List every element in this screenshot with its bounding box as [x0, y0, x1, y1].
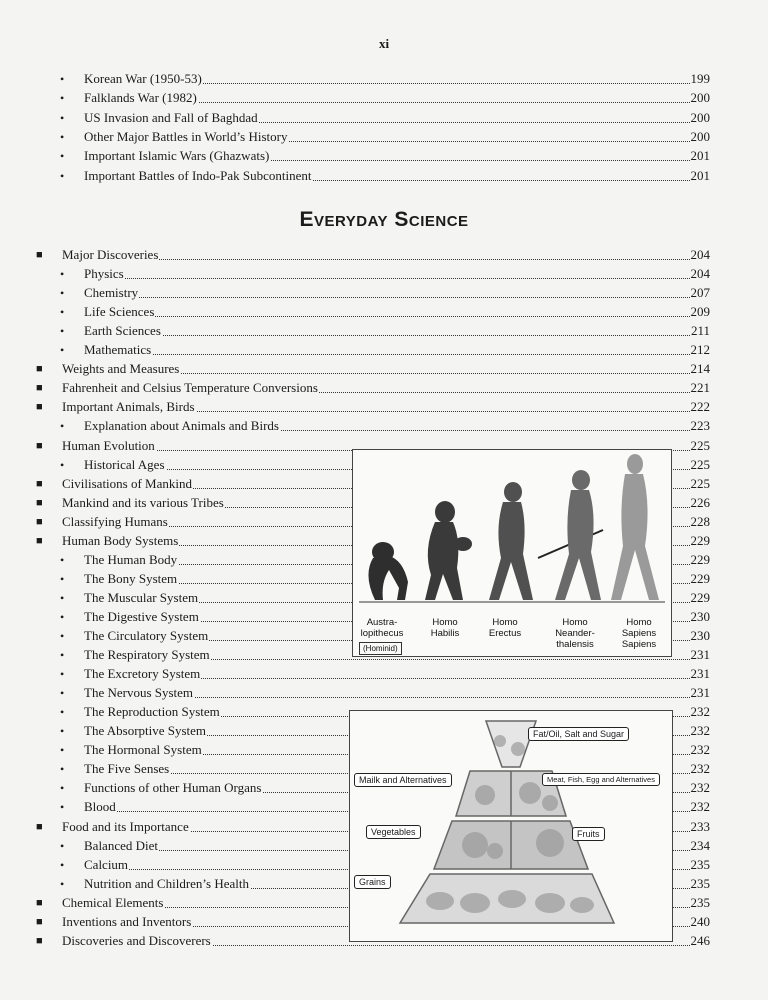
toc-entry-title: Weights and Measures — [62, 361, 180, 377]
toc-entry-title: Civilisations of Mankind — [62, 475, 192, 491]
round-bullet-icon: • — [60, 149, 65, 164]
toc-entry-page: 233 — [690, 818, 710, 834]
toc-entry-page: 204 — [690, 247, 710, 262]
toc-entry-title: Discoveries and Discoverers — [62, 932, 211, 948]
toc-entry-page: 229 — [690, 570, 710, 586]
toc-entry — [60, 284, 710, 302]
toc-entry — [60, 109, 710, 127]
toc-entry-page: 204 — [690, 266, 710, 282]
square-bullet-icon: ■ — [36, 934, 43, 947]
dot-leader — [84, 316, 710, 317]
round-bullet-icon: • — [60, 571, 65, 586]
toc-entry — [36, 360, 710, 378]
round-bullet-icon: • — [60, 609, 65, 624]
toc-entry-title: Major Discoveries — [62, 247, 159, 262]
toc-entry-title: The Human Body — [84, 551, 178, 567]
round-bullet-icon: • — [60, 267, 65, 282]
toc-entry-title: The Circulatory System — [84, 628, 209, 643]
square-bullet-icon: ■ — [36, 820, 43, 833]
toc-entry-title: Earth Sciences — [84, 323, 161, 339]
dot-leader — [84, 354, 710, 355]
round-bullet-icon: • — [60, 168, 65, 183]
toc-entry-page: 235 — [690, 894, 710, 910]
toc-entry-page: 230 — [690, 628, 710, 643]
toc-entry-title: The Five Senses — [84, 761, 170, 777]
toc-entry-title: Nutrition and Children’s Health — [84, 875, 250, 891]
toc-entry — [60, 684, 710, 702]
dot-leader — [84, 297, 710, 298]
square-bullet-icon: ■ — [36, 515, 43, 528]
toc-entry-title: Human Body Systems — [62, 532, 179, 548]
toc-entry-page: 228 — [690, 513, 710, 529]
toc-entry-title: US Invasion and Fall of Baghdad — [84, 109, 258, 125]
dot-leader — [62, 259, 710, 260]
toc-entry-title: Fahrenheit and Celsius Temperature Conversions — [62, 380, 318, 396]
toc-entry-title: Important Animals, Birds — [62, 399, 195, 415]
toc-entry — [60, 303, 710, 321]
toc-entry-page: 232 — [690, 761, 710, 777]
round-bullet-icon: • — [60, 800, 65, 815]
toc-entry-title: Balanced Diet — [84, 837, 158, 853]
square-bullet-icon: ■ — [36, 896, 43, 909]
toc-entry-page: 234 — [690, 837, 710, 853]
toc-entry-page: 229 — [690, 589, 710, 605]
dot-leader — [84, 335, 710, 336]
toc-entry-page: 246 — [690, 932, 710, 948]
toc-entry-page: 231 — [690, 647, 710, 663]
round-bullet-icon: • — [60, 762, 65, 777]
square-bullet-icon: ■ — [36, 534, 43, 547]
round-bullet-icon: • — [60, 724, 65, 739]
toc-entry-page: 229 — [690, 551, 710, 567]
section-title: Everyday Science — [299, 208, 469, 231]
toc-entry-page: 200 — [690, 90, 710, 106]
square-bullet-icon: ■ — [36, 439, 43, 452]
toc-entry-title: The Hormonal System — [84, 742, 202, 758]
square-bullet-icon: ■ — [36, 477, 43, 490]
toc-entry-title: Food and its Importance — [62, 818, 189, 834]
toc-entry-title: Explanation about Animals and Birds — [84, 418, 279, 434]
toc-entry-title: Falklands War (1982) — [84, 90, 197, 106]
evolution-label-1: Austra- lopithecus — [360, 617, 404, 639]
toc-entry — [60, 265, 710, 283]
round-bullet-icon: • — [60, 419, 65, 434]
square-bullet-icon: ■ — [36, 496, 43, 509]
toc-entry-title: Historical Ages — [84, 456, 165, 472]
square-bullet-icon: ■ — [36, 249, 43, 261]
round-bullet-icon: • — [60, 743, 65, 758]
toc-entry-page: 223 — [690, 418, 710, 434]
toc-entry-title: Important Islamic Wars (Ghazwats) — [84, 148, 270, 164]
toc-entry-page: 232 — [690, 799, 710, 815]
vegetables-label: Vegetables — [366, 825, 421, 839]
toc-entry-title: Physics — [84, 266, 124, 282]
round-bullet-icon: • — [60, 324, 65, 339]
toc-entry — [60, 89, 710, 107]
meat-label: Meat, Fish, Egg and Alternatives — [542, 773, 660, 786]
neanderthal-figure — [555, 470, 601, 600]
toc-entry-title: The Bony System — [84, 570, 178, 586]
toc-entry-page: 225 — [690, 456, 710, 472]
toc-entry-title: Human Evolution — [62, 437, 155, 453]
toc-entry — [60, 128, 710, 146]
toc-entry-title: Mankind and its various Tribes — [62, 494, 224, 510]
toc-entry — [60, 167, 710, 185]
toc-entry-page: 229 — [690, 532, 710, 548]
round-bullet-icon: • — [60, 552, 65, 567]
toc-entry-page: 231 — [690, 685, 710, 701]
toc-entry-title: The Absorptive System — [84, 723, 207, 739]
toc-entry-page: 226 — [690, 494, 710, 510]
square-bullet-icon: ■ — [36, 382, 43, 395]
toc-entry-page: 232 — [690, 704, 710, 720]
fruits-label: Fruits — [572, 827, 605, 841]
round-bullet-icon: • — [60, 705, 65, 720]
toc-entry-page: 225 — [690, 475, 710, 491]
square-bullet-icon: ■ — [36, 363, 43, 376]
human-evolution-figure — [352, 449, 672, 657]
round-bullet-icon: • — [60, 686, 65, 701]
round-bullet-icon: • — [60, 305, 65, 320]
round-bullet-icon: • — [60, 343, 65, 358]
toc-entry — [60, 322, 710, 340]
toc-entry-page: 232 — [690, 723, 710, 739]
toc-entry-title: The Respiratory System — [84, 647, 210, 663]
toc-entry-title: Blood — [84, 799, 116, 815]
toc-entry-page: 235 — [690, 856, 710, 872]
toc-entry-page: 212 — [690, 342, 710, 358]
toc-entry-page: 209 — [690, 304, 710, 320]
round-bullet-icon: • — [60, 457, 65, 472]
round-bullet-icon: • — [60, 91, 65, 106]
round-bullet-icon: • — [60, 286, 65, 301]
round-bullet-icon: • — [60, 110, 65, 125]
toc-entry-page: 235 — [690, 875, 710, 891]
toc-entry-title: Life Sciences — [84, 304, 155, 320]
toc-entry — [60, 341, 710, 359]
toc-entry-title: The Excretory System — [84, 666, 201, 682]
toc-entry-page: 222 — [690, 399, 710, 415]
toc-entry-title: Classifying Humans — [62, 513, 168, 529]
toc-entry-title: The Digestive System — [84, 608, 199, 624]
round-bullet-icon: • — [60, 590, 65, 605]
homo-habilis-figure — [425, 501, 472, 600]
toc-entry-title: Other Major Battles in World’s History — [84, 128, 288, 144]
toc-entry-page: 201 — [690, 167, 710, 183]
fats-label: Fat/Oil, Salt and Sugar — [528, 727, 629, 741]
toc-entry-title: Mathematics — [84, 342, 152, 358]
toc-entry-page: 211 — [690, 323, 710, 339]
homo-sapiens-figure — [611, 454, 659, 600]
evolution-label-5: Homo Sapiens Sapiens — [621, 617, 657, 650]
round-bullet-icon: • — [60, 876, 65, 891]
toc-entry-page: 199 — [690, 71, 710, 86]
toc-entry-title: Chemical Elements — [62, 894, 164, 910]
australopithecus-figure — [368, 542, 408, 600]
toc-entry-title: Functions of other Human Organs — [84, 780, 262, 796]
toc-entry-page: 232 — [690, 780, 710, 796]
toc-entry-title: Korean War (1950-53) — [84, 71, 202, 86]
toc-entry-title: Important Battles of Indo-Pak Subcontinent — [84, 167, 312, 183]
milk-label: Mailk and Alternatives — [354, 773, 452, 787]
toc-entry — [36, 398, 710, 416]
toc-entry — [36, 379, 710, 397]
toc-entry-page: 200 — [690, 109, 710, 125]
toc-entry-page: 221 — [690, 380, 710, 396]
round-bullet-icon: • — [60, 781, 65, 796]
round-bullet-icon: • — [60, 648, 65, 663]
toc-entry-page: 225 — [690, 437, 710, 453]
round-bullet-icon: • — [60, 857, 65, 872]
toc-entry-title: The Reproduction System — [84, 704, 220, 720]
page-number: xi — [378, 36, 390, 51]
toc-entry — [60, 147, 710, 165]
toc-entry-title: Inventions and Inventors — [62, 913, 192, 929]
hominid-note: (Hominid) — [359, 642, 402, 655]
round-bullet-icon: • — [60, 629, 65, 643]
toc-entry-title: Chemistry — [84, 285, 139, 301]
round-bullet-icon: • — [60, 129, 65, 144]
toc-entry-page: 201 — [690, 148, 710, 164]
evolution-label-3: Homo Erectus — [488, 617, 522, 639]
toc-entry — [60, 665, 710, 683]
toc-entry-title: The Nervous System — [84, 685, 194, 701]
toc-entry — [60, 70, 710, 88]
round-bullet-icon: • — [60, 838, 65, 853]
evolution-label-2: Homo Habilis — [430, 617, 460, 639]
toc-entry-page: 240 — [690, 913, 710, 929]
toc-entry-title: The Muscular System — [84, 589, 199, 605]
food-pyramid-figure — [349, 710, 673, 942]
toc-entry-page: 207 — [690, 285, 710, 301]
square-bullet-icon: ■ — [36, 401, 43, 414]
square-bullet-icon: ■ — [36, 915, 43, 928]
toc-entry — [60, 417, 710, 435]
toc-entry-page: 231 — [690, 666, 710, 682]
toc-entry-title: Calcium — [84, 856, 129, 872]
grains-label: Grains — [354, 875, 391, 889]
toc-entry-page: 230 — [690, 608, 710, 624]
dot-leader — [84, 278, 710, 279]
round-bullet-icon: • — [60, 72, 65, 86]
toc-entry-page: 214 — [690, 361, 710, 377]
evolution-label-4: Homo Neander- thalensis — [555, 617, 595, 650]
round-bullet-icon: • — [60, 667, 65, 682]
toc-entry-page: 232 — [690, 742, 710, 758]
toc-entry — [36, 246, 710, 264]
toc-entry-page: 200 — [690, 128, 710, 144]
